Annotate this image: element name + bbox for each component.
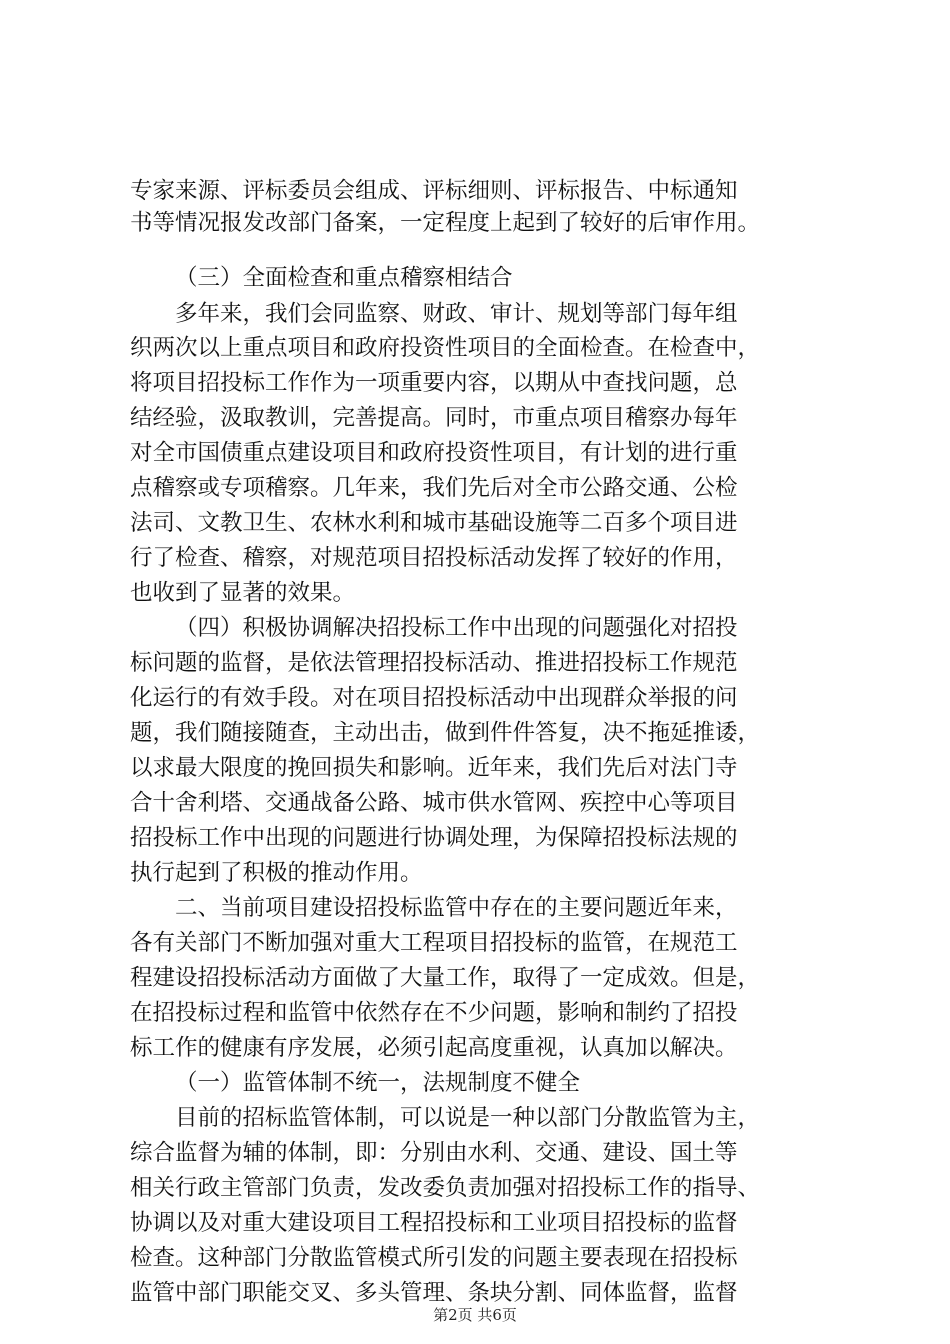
text-line: 标工作的健康有序发展，必须引起高度重视，认真加以解决。 bbox=[130, 1035, 738, 1061]
text-line: 合十舍利塔、交通战备公路、城市供水管网、疾控中心等项目 bbox=[130, 790, 738, 816]
text-line: 以求最大限度的挽回损失和影响。近年来，我们先后对法门寺 bbox=[130, 755, 738, 781]
text-line: 点稽察或专项稽察。几年来，我们先后对全市公路交通、公检 bbox=[130, 475, 738, 501]
text-line: 也收到了显著的效果。 bbox=[130, 580, 356, 606]
section-heading: （三）全面检查和重点稽察相结合 bbox=[175, 265, 513, 291]
text-line: 专家来源、评标委员会组成、评标细则、评标报告、中标通知 bbox=[130, 178, 738, 204]
text-line: 书等情况报发改部门备案，一定程度上起到了较好的后审作用。 bbox=[130, 210, 761, 236]
text-line: 化运行的有效手段。对在项目招投标活动中出现群众举报的问 bbox=[130, 685, 738, 711]
section-heading: （一）监管体制不统一，法规制度不健全 bbox=[175, 1070, 581, 1096]
text-line: 各有关部门不断加强对重大工程项目招投标的监管，在规范工 bbox=[130, 930, 738, 956]
text-line: 检查。这种部门分散监管模式所引发的问题主要表现在招投标 bbox=[130, 1245, 738, 1271]
text-line: 相关行政主管部门负责，发改委负责加强对招投标工作的指导、 bbox=[130, 1175, 761, 1201]
text-line: 题，我们随接随查，主动出击，做到件件答复，决不拖延推诿， bbox=[130, 720, 761, 746]
text-line: 多年来，我们会同监察、财政、审计、规划等部门每年组 bbox=[175, 301, 738, 327]
text-line: 织两次以上重点项目和政府投资性项目的全面检查。在检查中， bbox=[130, 335, 761, 361]
text-line: 招投标工作中出现的问题进行协调处理，为保障招投标法规的 bbox=[130, 825, 738, 851]
section-heading: 二、当前项目建设招投标监管中存在的主要问题近年来， bbox=[175, 895, 738, 921]
text-line: 结经验，汲取教训，完善提高。同时，市重点项目稽察办每年 bbox=[130, 405, 738, 431]
text-line: 目前的招标监管体制，可以说是一种以部门分散监管为主， bbox=[175, 1105, 761, 1131]
text-line: 程建设招投标活动方面做了大量工作，取得了一定成效。但是， bbox=[130, 965, 761, 991]
text-line: 对全市国债重点建设项目和政府投资性项目，有计划的进行重 bbox=[130, 440, 738, 466]
text-line: 执行起到了积极的推动作用。 bbox=[130, 860, 423, 886]
text-line: 标问题的监督，是依法管理招投标活动、推进招投标工作规范 bbox=[130, 650, 738, 676]
section-heading: （四）积极协调解决招投标工作中出现的问题强化对招投 bbox=[175, 615, 738, 641]
text-line: 综合监督为辅的体制，即：分别由水利、交通、建设、国土等 bbox=[130, 1140, 738, 1166]
text-line: 将项目招投标工作作为一项重要内容，以期从中查找问题，总 bbox=[130, 370, 738, 396]
page-number-footer: 第2页 共6页 bbox=[433, 1306, 517, 1324]
text-line: 法司、文教卫生、农林水利和城市基础设施等二百多个项目进 bbox=[130, 510, 738, 536]
text-line: 在招投标过程和监管中依然存在不少问题，影响和制约了招投 bbox=[130, 1000, 738, 1026]
text-line: 监管中部门职能交叉、多头管理、条块分割、同体监督，监督 bbox=[130, 1280, 738, 1306]
text-line: 协调以及对重大建设项目工程招投标和工业项目招投标的监督 bbox=[130, 1210, 738, 1236]
text-line: 行了检查、稽察，对规范项目招投标活动发挥了较好的作用， bbox=[130, 545, 738, 571]
